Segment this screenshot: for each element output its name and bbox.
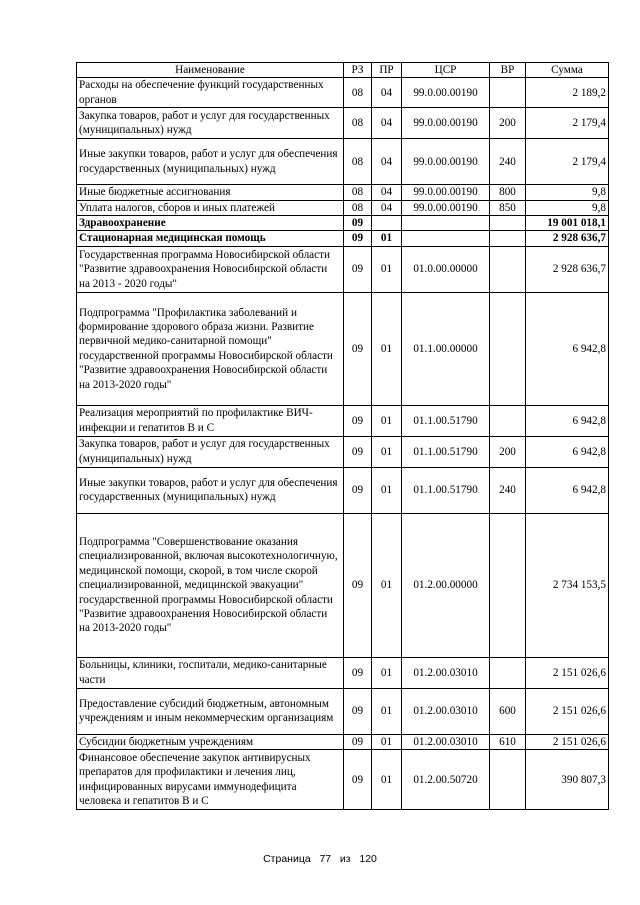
row-csr: 01.2.00.50720 xyxy=(402,750,490,810)
row-rz: 08 xyxy=(344,108,372,139)
row-rz: 09 xyxy=(344,657,372,688)
row-csr xyxy=(402,231,490,246)
page-word: Страница xyxy=(263,853,311,865)
row-pr: 01 xyxy=(372,467,402,513)
row-csr: 01.1.00.00000 xyxy=(402,292,490,405)
header-name: Наименование xyxy=(77,63,344,78)
table-row xyxy=(77,436,609,467)
row-pr: 01 xyxy=(372,734,402,749)
row-vr xyxy=(490,231,526,246)
row-vr: 600 xyxy=(490,688,526,734)
row-rz: 09 xyxy=(344,734,372,749)
table-row xyxy=(77,513,609,657)
table-row xyxy=(77,185,609,200)
row-rz: 09 xyxy=(344,750,372,810)
table-row-subsection xyxy=(77,231,609,246)
row-csr: 01.2.00.00000 xyxy=(402,513,490,657)
row-pr: 01 xyxy=(372,292,402,405)
row-sum: 2 734 153,5 xyxy=(526,513,609,657)
row-sum: 2 179,4 xyxy=(526,108,609,139)
row-sum: 390 807,3 xyxy=(526,750,609,810)
row-vr xyxy=(490,657,526,688)
row-sum: 9,8 xyxy=(526,200,609,215)
row-name: Подпрограмма "Профилактика заболеваний и формирование здорового образа жизни. Развитие первичной медико-санитарной помощи" государственной программы Новосибирской области "Развитие здравоохранения Новосибирской области на 2013-2020 годы" xyxy=(77,292,344,405)
row-vr: 200 xyxy=(490,436,526,467)
row-rz: 09 xyxy=(344,467,372,513)
row-rz: 09 xyxy=(344,246,372,292)
row-csr: 01.2.00.03010 xyxy=(402,734,490,749)
row-vr xyxy=(490,246,526,292)
row-sum: 2 928 636,7 xyxy=(526,231,609,246)
row-pr: 01 xyxy=(372,688,402,734)
row-sum: 2 151 026,6 xyxy=(526,657,609,688)
row-vr: 200 xyxy=(490,108,526,139)
row-csr: 01.1.00.51790 xyxy=(402,436,490,467)
row-name: Финансовое обеспечение закупок антивирусных препаратов для профилактики и лечения лиц, инфицированных вирусами иммунодефицита человека и гепатитов В и С xyxy=(77,750,344,810)
row-vr: 800 xyxy=(490,185,526,200)
row-pr: 01 xyxy=(372,246,402,292)
row-rz: 08 xyxy=(344,185,372,200)
row-csr: 01.1.00.51790 xyxy=(402,405,490,436)
row-vr: 240 xyxy=(490,139,526,185)
row-name: Предоставление субсидий бюджетным, автономным учреждениям и иным некоммерческим организациям xyxy=(77,688,344,734)
table-row xyxy=(77,657,609,688)
row-vr: 610 xyxy=(490,734,526,749)
header-pr: ПР xyxy=(372,63,402,78)
row-name: Расходы на обеспечение функций государственных органов xyxy=(77,78,344,108)
row-sum: 6 942,8 xyxy=(526,292,609,405)
row-sum: 9,8 xyxy=(526,185,609,200)
table-row xyxy=(77,78,609,108)
header-csr: ЦСР xyxy=(402,63,490,78)
row-vr xyxy=(490,750,526,810)
row-csr: 99.0.00.00190 xyxy=(402,108,490,139)
row-vr xyxy=(490,216,526,231)
row-sum: 2 179,4 xyxy=(526,139,609,185)
row-pr: 04 xyxy=(372,185,402,200)
row-pr: 04 xyxy=(372,78,402,108)
total-pages: 120 xyxy=(359,853,377,865)
table-row-section xyxy=(77,216,609,231)
table-row xyxy=(77,292,609,405)
row-pr: 01 xyxy=(372,657,402,688)
row-name: Больницы, клиники, госпитали, медико-санитарные части xyxy=(77,657,344,688)
table-row xyxy=(77,467,609,513)
row-vr: 240 xyxy=(490,467,526,513)
row-pr: 01 xyxy=(372,231,402,246)
table-header-row xyxy=(77,63,609,78)
row-rz: 09 xyxy=(344,405,372,436)
row-sum: 2 189,2 xyxy=(526,78,609,108)
row-csr: 99.0.00.00190 xyxy=(402,78,490,108)
row-csr: 99.0.00.00190 xyxy=(402,200,490,215)
row-name: Подпрограмма "Совершенствование оказания специализированной, включая высокотехнологичную, медицинской помощи, скорой, в том числе скорой специализированной, медицинской эвакуации" государственной программы Новосибирской области "Развитие здравоохранения Новосибирской области на 2013-2020 годы" xyxy=(77,513,344,657)
row-sum: 2 928 636,7 xyxy=(526,246,609,292)
row-name: Здравоохранение xyxy=(77,216,344,231)
row-pr xyxy=(372,216,402,231)
table-row xyxy=(77,750,609,810)
row-sum: 2 151 026,6 xyxy=(526,734,609,749)
table-row xyxy=(77,734,609,749)
row-name: Иные бюджетные ассигнования xyxy=(77,185,344,200)
table-row xyxy=(77,139,609,185)
row-sum: 6 942,8 xyxy=(526,467,609,513)
table-row xyxy=(77,200,609,215)
header-rz: РЗ xyxy=(344,63,372,78)
header-sum: Сумма xyxy=(526,63,609,78)
row-vr: 850 xyxy=(490,200,526,215)
row-name: Закупка товаров, работ и услуг для государственных (муниципальных) нужд xyxy=(77,108,344,139)
row-sum: 6 942,8 xyxy=(526,405,609,436)
row-name: Уплата налогов, сборов и иных платежей xyxy=(77,200,344,215)
row-pr: 04 xyxy=(372,108,402,139)
row-pr: 01 xyxy=(372,513,402,657)
budget-table xyxy=(76,62,609,810)
row-name: Субсидии бюджетным учреждениям xyxy=(77,734,344,749)
row-csr: 01.0.00.00000 xyxy=(402,246,490,292)
row-csr: 01.2.00.03010 xyxy=(402,688,490,734)
row-pr: 04 xyxy=(372,139,402,185)
row-name: Иные закупки товаров, работ и услуг для обеспечения государственных (муниципальных) нужд xyxy=(77,467,344,513)
row-sum: 19 001 018,1 xyxy=(526,216,609,231)
row-pr: 04 xyxy=(372,200,402,215)
row-rz: 09 xyxy=(344,688,372,734)
row-sum: 6 942,8 xyxy=(526,436,609,467)
row-name: Стационарная медицинская помощь xyxy=(77,231,344,246)
header-vr: ВР xyxy=(490,63,526,78)
table-body xyxy=(77,78,609,810)
row-rz: 08 xyxy=(344,200,372,215)
page-footer xyxy=(0,853,640,865)
row-csr: 99.0.00.00190 xyxy=(402,185,490,200)
row-sum: 2 151 026,6 xyxy=(526,688,609,734)
row-vr xyxy=(490,405,526,436)
row-name: Государственная программа Новосибирской области "Развитие здравоохранения Новосибирской области на 2013 - 2020 годы" xyxy=(77,246,344,292)
row-name: Реализация мероприятий по профилактике ВИЧ-инфекции и гепатитов В и С xyxy=(77,405,344,436)
row-rz: 09 xyxy=(344,436,372,467)
row-csr xyxy=(402,216,490,231)
row-vr xyxy=(490,292,526,405)
row-vr xyxy=(490,78,526,108)
table-row xyxy=(77,246,609,292)
row-name: Закупка товаров, работ и услуг для государственных (муниципальных) нужд xyxy=(77,436,344,467)
row-rz: 09 xyxy=(344,513,372,657)
table-row xyxy=(77,405,609,436)
row-rz: 09 xyxy=(344,216,372,231)
page-number: 77 xyxy=(319,853,332,865)
row-pr: 01 xyxy=(372,436,402,467)
row-rz: 08 xyxy=(344,139,372,185)
row-name: Иные закупки товаров, работ и услуг для обеспечения государственных (муниципальных) нужд xyxy=(77,139,344,185)
row-rz: 09 xyxy=(344,231,372,246)
row-csr: 01.1.00.51790 xyxy=(402,467,490,513)
row-rz: 09 xyxy=(344,292,372,405)
row-pr: 01 xyxy=(372,750,402,810)
row-vr xyxy=(490,513,526,657)
of-word: из xyxy=(339,853,351,865)
table-row xyxy=(77,108,609,139)
row-csr: 01.2.00.03010 xyxy=(402,657,490,688)
row-pr: 01 xyxy=(372,405,402,436)
row-rz: 08 xyxy=(344,78,372,108)
row-csr: 99.0.00.00190 xyxy=(402,139,490,185)
table-row xyxy=(77,688,609,734)
